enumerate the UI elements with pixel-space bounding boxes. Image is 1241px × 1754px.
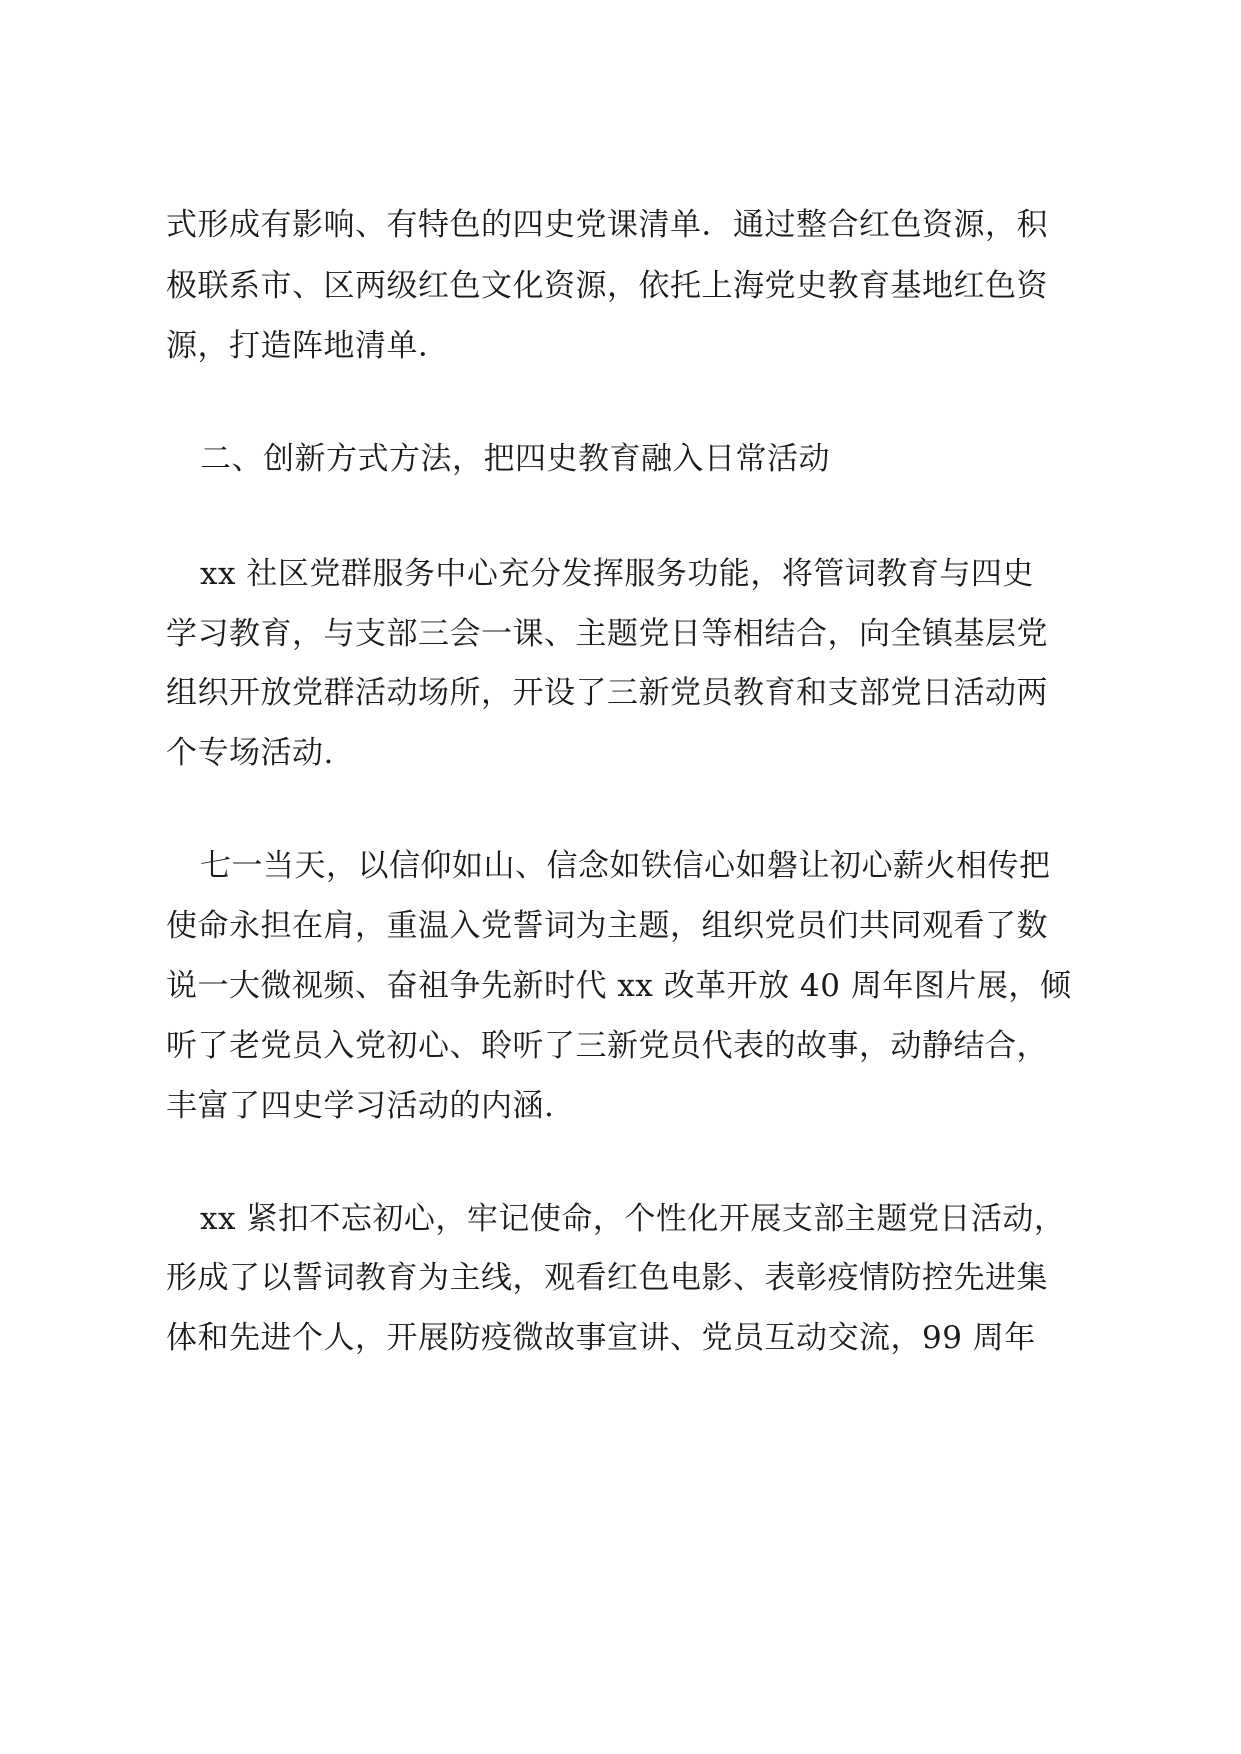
paragraph-3-line-3: 组织开放党群活动场所，开设了三新党员教育和支部党日活动两 bbox=[166, 675, 1048, 711]
paragraph-4-line-4: 听了老党员入党初心、聆听了三新党员代表的故事，动静结合， bbox=[166, 1028, 1048, 1064]
paragraph-4-line-1: 七一当天，以信仰如山、信念如铁信心如磐让初心薪火相传把 bbox=[200, 848, 1051, 884]
paragraph-1-line-3: 源，打造阵地清单． bbox=[166, 328, 450, 364]
paragraph-3-line-1: xx 社区党群服务中心充分发挥服务功能，将管词教育与四史 bbox=[200, 556, 1034, 592]
paragraph-4-line-2: 使命永担在肩，重温入党誓词为主题，组织党员们共同观看了数 bbox=[166, 908, 1048, 944]
paragraph-3-line-2: 学习教育，与支部三会一课、主题党日等相结合，向全镇基层党 bbox=[166, 616, 1048, 652]
section-heading: 二、创新方式方法，把四史教育融入日常活动 bbox=[200, 441, 830, 477]
paragraph-5-line-2: 形成了以誓词教育为主线，观看红色电影、表彰疫情防控先进集 bbox=[166, 1260, 1048, 1296]
paragraph-4-line-5: 丰富了四史学习活动的内涵. bbox=[166, 1088, 555, 1124]
paragraph-1-line-1: 式形成有影响、有特色的四史党课清单．通过整合红色资源，积 bbox=[166, 207, 1048, 243]
paragraph-4-line-3: 说一大微视频、奋祖争先新时代 xx 改革开放 40 周年图片展，倾 bbox=[166, 968, 1072, 1004]
paragraph-3-line-4: 个专场活动. bbox=[166, 735, 334, 771]
paragraph-5-line-3: 体和先进个人，开展防疫微故事宣讲、党员互动交流，99 周年 bbox=[166, 1320, 1036, 1356]
paragraph-5-line-1: xx 紧扣不忘初心，牢记使命，个性化开展支部主题党日活动， bbox=[200, 1201, 1066, 1237]
paragraph-1-line-2: 极联系市、区两级红色文化资源，依托上海党史教育基地红色资 bbox=[166, 268, 1048, 304]
